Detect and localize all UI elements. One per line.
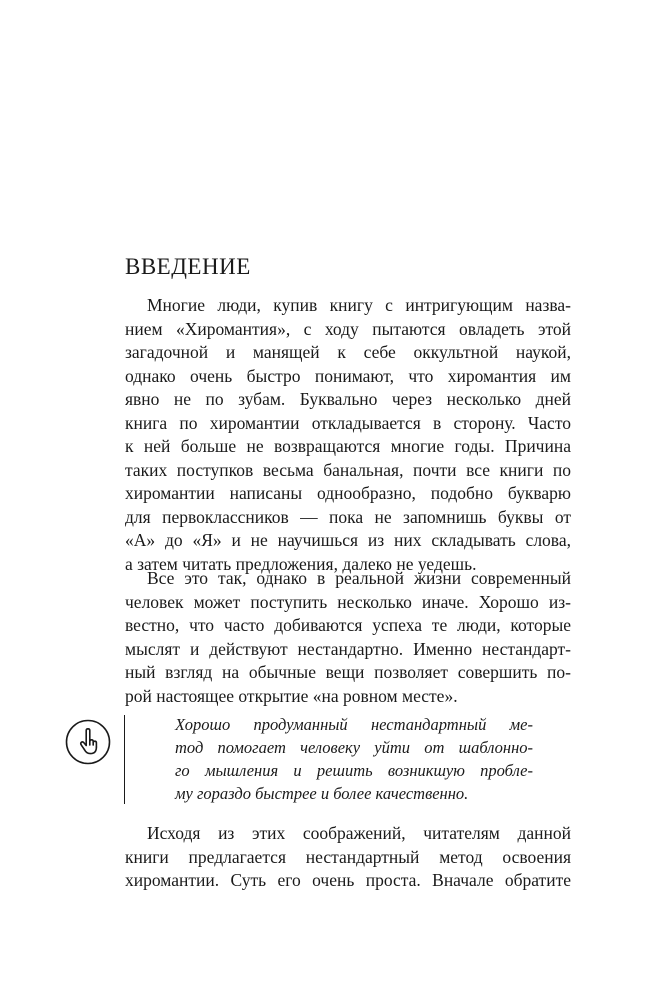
callout-text [175,713,533,805]
chapter-title: ВВЕДЕНИЕ [125,254,251,279]
text-line: «А» до «Я» и не научишься из них складывать слова, [125,530,571,550]
text-line: книги предлагается нестандартный метод освоения [125,846,571,867]
text-line: вестно, что часто добиваются успеха те люди, которые [125,615,571,635]
text-line: книга по хиромантии откладывается в сторону. Часто [125,412,571,433]
callout-line: тод помогает человеку уйти от шаблонно- [175,738,533,757]
text-line: мыслят и действуют нестандартно. Именно нестандарт- [125,638,571,659]
text-line: таких поступков весьма банальная, почти все книги по [125,459,571,480]
text-line: а затем читать предложения, далеко не уедешь. [125,553,477,574]
callout-line: му гораздо быстрее и более качественно. [175,784,469,803]
text-line: Исходя из этих соображений, читателям данной [147,823,571,843]
paragraph-1 [125,294,571,576]
text-line: человек может поступить несколько иначе. Хорошо из- [125,591,571,612]
callout-line: го мышления и решить возникшую пробле- [175,761,533,780]
paragraph-3 [125,822,571,893]
pointing-hand-icon [64,718,112,766]
text-line: явно не по зубам. Буквально через несколько дней [125,389,571,409]
text-line: Многие люди, купив книгу с интригующим назва- [147,295,571,315]
text-line: рой настоящее открытие «на ровном месте». [125,685,458,706]
text-line: к ней больше не возвращаются многие годы. Причина [125,436,571,456]
text-line: нием «Хиромантия», с ходу пытаются овладеть этой [125,318,571,339]
text-line: загадочной и манящей к себе оккультной наукой, [125,342,571,362]
callout-divider [124,715,125,804]
text-line: для первоклассников — пока не запомнишь буквы от [125,506,571,527]
paragraph-2 [125,567,571,708]
text-line: Все это так, однако в реальной жизни современный [147,568,571,588]
text-line: ный взгляд на обычные вещи позволяет совершить по- [125,662,571,682]
text-line: хиромантии. Суть его очень проста. Вначале обратите [125,870,571,890]
callout-line: Хорошо продуманный нестандартный ме- [175,715,533,734]
text-line: хиромантии написаны однообразно, подобно букварю [125,483,571,503]
text-line: однако очень быстро понимают, что хиромантия им [125,365,571,386]
